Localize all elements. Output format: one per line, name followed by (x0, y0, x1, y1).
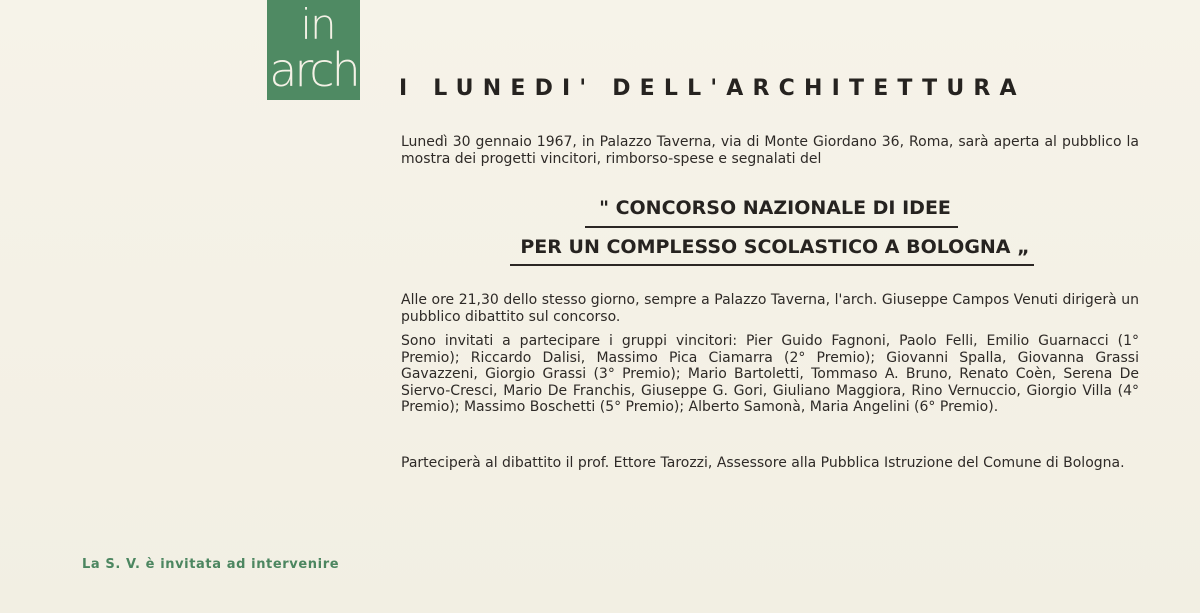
contest-underline-2 (510, 264, 1034, 266)
closing-paragraph: Parteciperà al dibattito il prof. Ettore Tarozzi, Assessore alla Pubblica Istruzione del Comune di Bologna. (401, 455, 1125, 471)
series-title: I LUNEDI' DELL'ARCHITETTURA (399, 76, 1026, 101)
contest-underline-1 (585, 226, 958, 228)
debate-paragraph: Alle ore 21,30 dello stesso giorno, sempre a Palazzo Taverna, l'arch. Giuseppe Campos Venuti dirigerà un pubblico dibattito sul concorso. (401, 292, 1139, 325)
invited-groups-paragraph: Sono invitati a partecipare i gruppi vincitori: Pier Guido Fagnoni, Paolo Felli, Emilio Guarnacci (1° Premio); Riccardo Dalisi, Massimo Pica Ciamarra (2° Premio); Giovanni Spalla, Giovanna Grassi Gavazzeni, Giorgio Grassi (3° Premio); Mario Bartoletti, Tommaso A. Bruno, Renato Coèn, Serena De Siervo-Cresci, Mario De Franchis, Giuseppe G. Gori, Giuliano Maggiora, Rino Vernuccio, Giorgio Villa (4° Premio); Massimo Boschetti (5° Premio); Alberto Samonà, Maria Angelini (6° Premio). (401, 333, 1139, 415)
intro-paragraph: Lunedì 30 gennaio 1967, in Palazzo Taverna, via di Monte Giordano 36, Roma, sarà aperta al pubblico la mostra dei progetti vincitori, rimborso-spese e segnalati del (401, 134, 1139, 167)
inarch-logo (267, 0, 360, 100)
invitation-line: La S. V. è invitata ad intervenire (82, 557, 340, 572)
logo-line-arch: arch (269, 43, 358, 97)
contest-title-line-1: " CONCORSO NAZIONALE DI IDEE (599, 197, 951, 219)
logo-line-in: in (300, 0, 335, 49)
contest-title-line-2: PER UN COMPLESSO SCOLASTICO A BOLOGNA „ (520, 236, 1030, 258)
